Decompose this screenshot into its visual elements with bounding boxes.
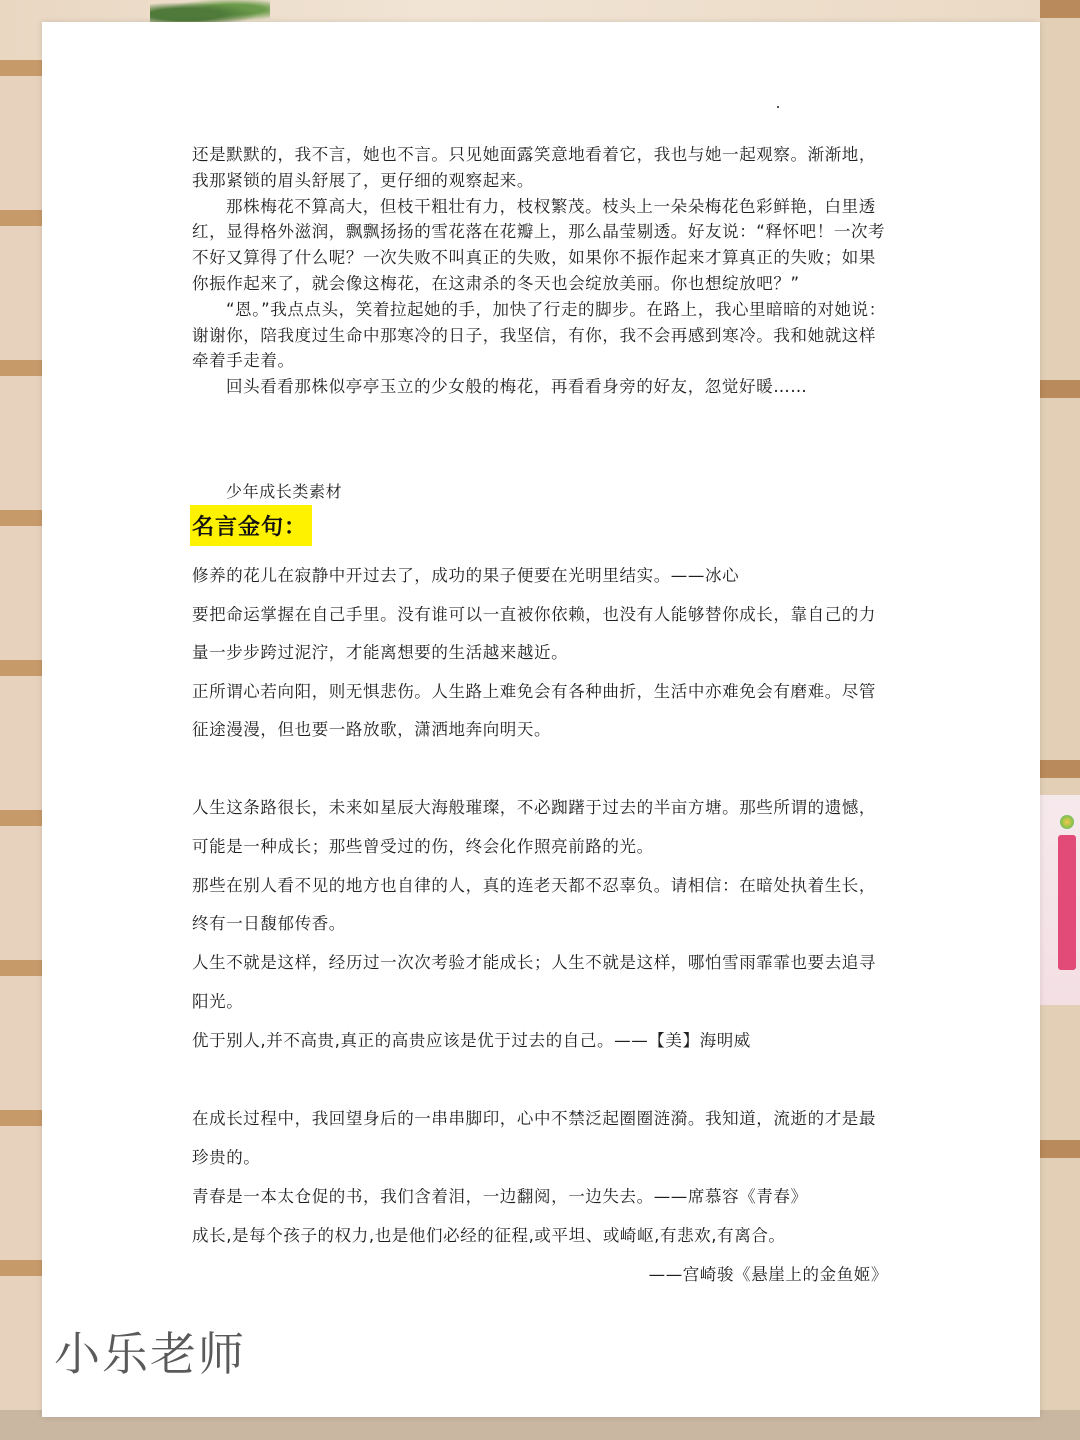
quote-line: 优于别人,并不高贵,真正的高贵应该是优于过去的自己。——【美】海明威 bbox=[192, 1031, 751, 1050]
quote-line: 要把命运掌握在自己手里。没有谁可以一直被你依赖，也没有人能够替你成长，靠自己的力 bbox=[192, 605, 876, 624]
plant-leaves bbox=[150, 0, 270, 24]
quote-line: 人生不就是这样，经历过一次次考验才能成长；人生不就是这样，哪怕雪雨霏霏也要去追寻 bbox=[192, 953, 876, 972]
quote-line: 人生这条路很长，未来如星辰大海般璀璨，不必踟躇于过去的半亩方塘。那些所谓的遗憾， bbox=[192, 798, 876, 817]
book-spine bbox=[1058, 835, 1076, 970]
story-line: 牵着手走着。 bbox=[192, 351, 295, 371]
story-line: 还是默默的，我不言，她也不言。只见她面露笑意地看着它，我也与她一起观察。渐渐地， bbox=[192, 145, 876, 164]
quote-line: 成长,是每个孩子的权力,也是他们必经的征程,或平坦、或崎岖,有悲欢,有离合。 bbox=[192, 1226, 786, 1245]
story-line: 你振作起来了，就会像这梅花，在这肃杀的冬天也会绽放美丽。你也想绽放吧？” bbox=[192, 273, 800, 293]
quote-line: 青春是一本太仓促的书，我们含着泪，一边翻阅，一边失去。——席慕容《青春》 bbox=[192, 1187, 808, 1206]
bookshelf-right bbox=[1040, 0, 1080, 1440]
bookshelf-left bbox=[0, 60, 42, 1440]
story-line: 谢谢你，陪我度过生命中那寒冷的日子，我坚信，有你，我不会再感到寒冷。我和她就这样 bbox=[192, 325, 876, 345]
quote-attribution: ——宫崎骏《悬崖上的金鱼姬》 bbox=[648, 1265, 888, 1284]
paper-sheet bbox=[42, 22, 1040, 1417]
quote-line: 那些在别人看不见的地方也自律的人，真的连老天都不忍辜负。请相信：在暗处执着生长， bbox=[192, 876, 876, 895]
quote-line: 阳光。 bbox=[192, 992, 244, 1011]
quote-line: 征途漫漫，但也要一路放歌，潇洒地奔向明天。 bbox=[192, 720, 552, 739]
section-label: 少年成长类素材 bbox=[226, 482, 343, 501]
story-line: 我那紧锁的眉头舒展了，更仔细的观察起来。 bbox=[192, 170, 534, 190]
book-logo-icon bbox=[1060, 815, 1074, 829]
quote-line: 修养的花儿在寂静中开过去了，成功的果子便要在光明里结实。——冰心 bbox=[192, 566, 740, 585]
story-passage bbox=[192, 142, 892, 400]
story-line: 回头看看那株似亭亭玉立的少女般的梅花，再看看身旁的好友，忽觉好暖…… bbox=[226, 377, 808, 397]
quote-line: 终有一日馥郁传香。 bbox=[192, 914, 346, 933]
quote-line: 量一步步跨过泥泞，才能离想要的生活越来越近。 bbox=[192, 643, 569, 662]
quote-line: 珍贵的。 bbox=[192, 1148, 261, 1167]
author-watermark: 小乐老师 bbox=[54, 1327, 246, 1381]
paper-speck bbox=[777, 106, 779, 108]
story-line: “恩。”我点点头，笑着拉起她的手，加快了行走的脚步。在路上，我心里暗暗的对她说： bbox=[226, 299, 886, 319]
section-heading: 名言金句： bbox=[192, 515, 308, 540]
story-line: 红，显得格外滋润，飘飘扬扬的雪花落在花瓣上，那么晶莹剔透。好友说：“释怀吧！一次考 bbox=[192, 222, 886, 242]
story-line: 不好又算得了什么呢？一次失败不叫真正的失败，如果你不振作起来才算真正的失败；如果 bbox=[192, 248, 876, 268]
quote-line: 可能是一种成长；那些曾受过的伤，终会化作照亮前路的光。 bbox=[192, 837, 654, 856]
story-line: 那株梅花不算高大，但枝干粗壮有力，枝杈繁茂。枝头上一朵朵梅花色彩鲜艳，白里透 bbox=[226, 196, 876, 216]
quote-line: 在成长过程中，我回望身后的一串串脚印，心中不禁泛起圈圈涟漪。我知道，流逝的才是最 bbox=[192, 1109, 876, 1128]
quote-line: 正所谓心若向阳，则无惧悲伤。人生路上难免会有各种曲折，生活中亦难免会有磨难。尽管 bbox=[192, 682, 876, 701]
